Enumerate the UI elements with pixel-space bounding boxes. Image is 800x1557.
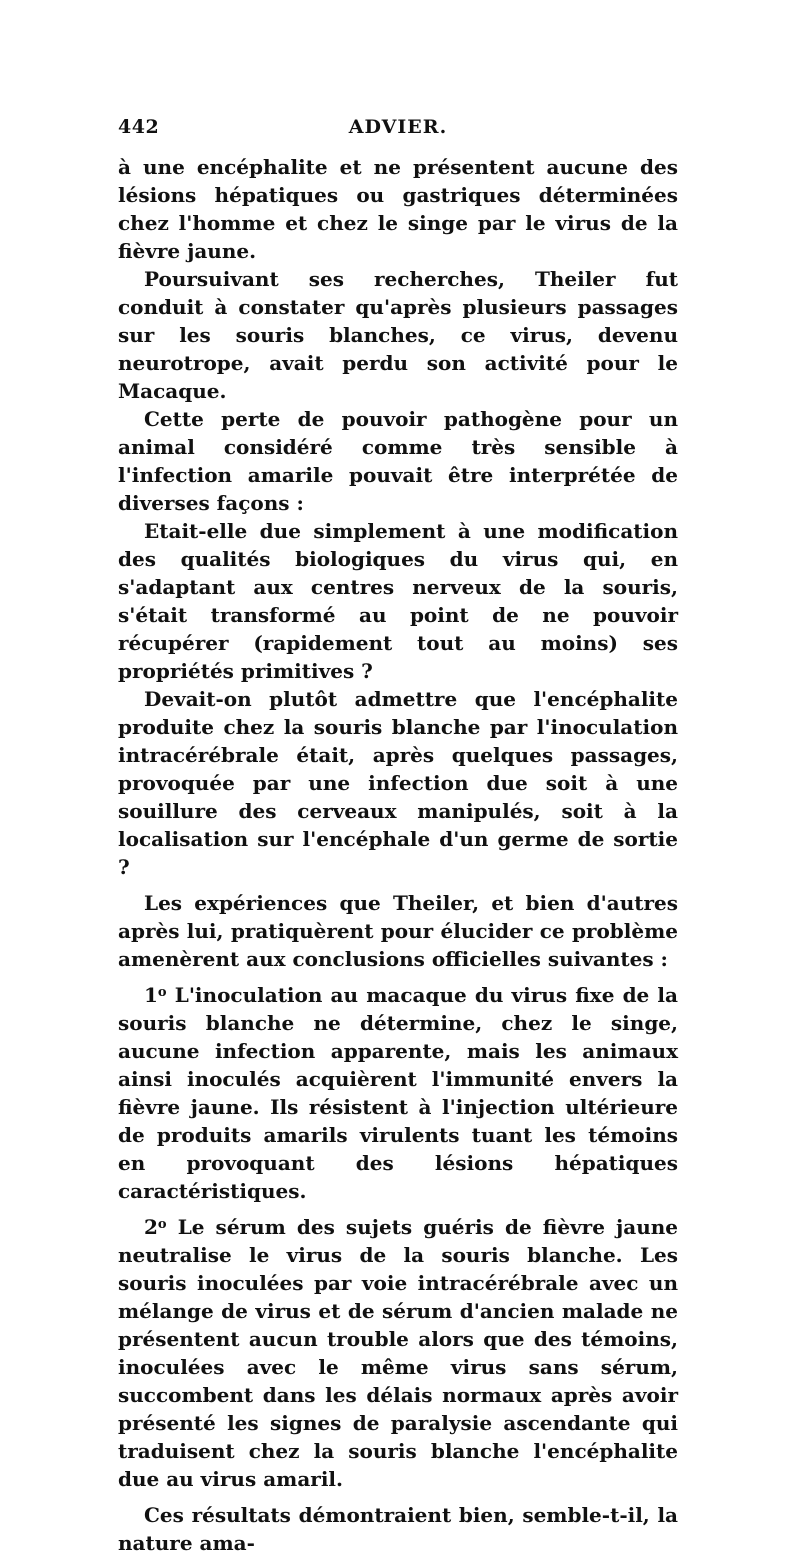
page-body — [118, 153, 678, 1557]
paragraph-closing: Ces résultats démontraient bien, semble-t-il, la nature ama- — [118, 1503, 678, 1555]
item-1-number: 1 — [144, 983, 158, 1007]
conclusion-item-1 — [118, 981, 678, 1205]
item-2-degree: o — [157, 1217, 167, 1232]
item-1-text: L'inoculation au macaque du virus fixe de la souris blanche ne détermine, chez le singe, aucune infection apparente, mais les animaux ainsi inoculés acquièrent l'immunité envers la fièvre jaune. Ils résistent à l'injection ultérieure de produits amarils virulents tuant les témoins en provoquant des lésions hépatiques caractéristiques. — [118, 983, 678, 1203]
page-header — [118, 116, 678, 146]
paragraph-question-modification: Etait-elle due simplement à une modification des qualités biologiques du virus qui, en s'adaptant aux centres nerveux de la souris, s'était transformé au point de ne pouvoir récupérer (rapidement tout au moins) ses propriétés primitives ? — [118, 519, 678, 683]
paragraph-question-infection: Devait-on plutôt admettre que l'encéphalite produite chez la souris blanche par l'inoculation intracérébrale était, après quelques passages, provoquée par une infection due soit à une souillure des cerveaux manipulés, soit à la localisation sur l'encéphale d'un germe de sortie ? — [118, 687, 678, 879]
running-head: ADVIER. — [348, 116, 448, 138]
conclusion-item-2 — [118, 1213, 678, 1493]
item-1-degree: o — [157, 985, 167, 1000]
paragraph-theiler-research: Poursuivant ses recherches, Theiler fut conduit à constater qu'après plusieurs passages sur les souris blanches, ce virus, devenu neurotrope, avait perdu son activité pour le Macaque. — [118, 267, 678, 403]
paragraph-loss-of-pathogenicity: Cette perte de pouvoir pathogène pour un animal considéré comme très sensible à l'infection amarile pouvait être interprétée de diverses façons : — [118, 407, 678, 515]
paragraph-continuation: à une encéphalite et ne présentent aucune des lésions hépatiques ou gastriques déterminées chez l'homme et chez le singe par le virus de la fièvre jaune. — [118, 155, 678, 263]
item-2-text: Le sérum des sujets guéris de fièvre jaune neutralise le virus de la souris blanche. Les souris inoculées par voie intracérébrale avec un mélange de virus et de sérum d'ancien malade ne présentent aucun trouble alors que des témoins, inoculées avec le même virus sans sérum, succombent dans les délais normaux après avoir présenté les signes de paralysie ascendante qui traduisent chez la souris blanche l'encéphalite due au virus amaril. — [118, 1215, 679, 1491]
paragraph-experiments: Les expériences que Theiler, et bien d'autres après lui, pratiquèrent pour élucider ce problème amenèrent aux conclusions officielles suivantes : — [118, 891, 678, 971]
item-2-number: 2 — [144, 1215, 158, 1239]
page-number: 442 — [118, 116, 160, 138]
